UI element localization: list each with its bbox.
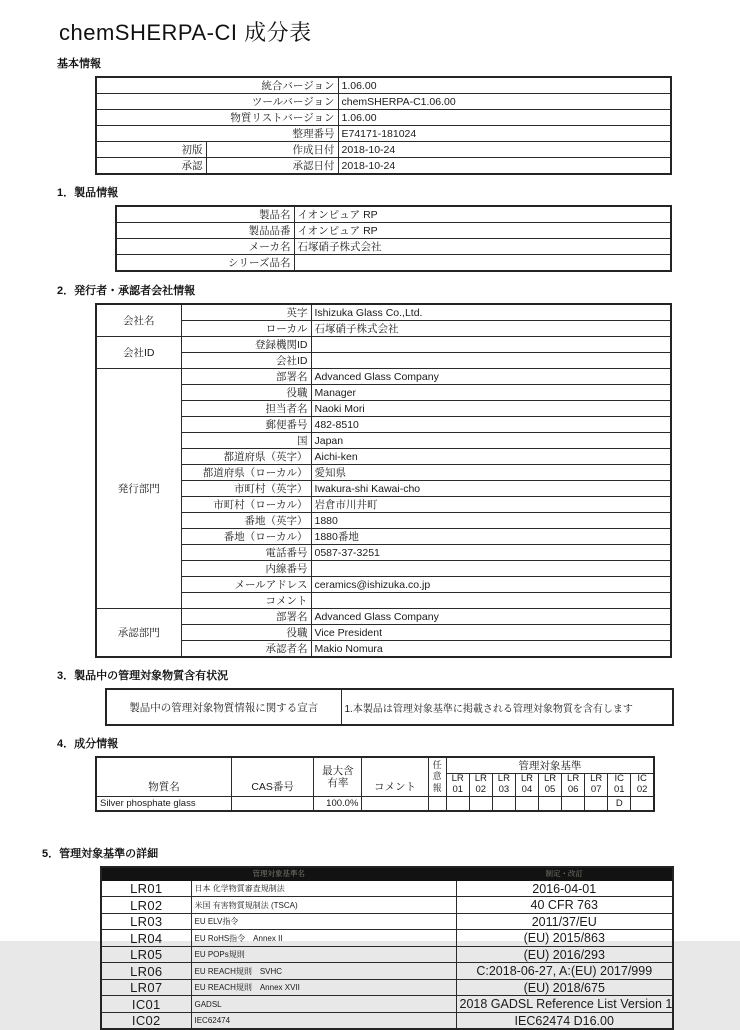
basic-info-row <box>96 110 671 126</box>
row-value: 2018-10-24 <box>338 158 671 175</box>
group-name: 承認部門 <box>96 609 181 658</box>
criteria-row <box>101 880 673 897</box>
row-label: 承認日付 <box>206 158 338 175</box>
composition-table <box>95 756 655 812</box>
group-name: 発行部門 <box>96 369 181 609</box>
row-value: イオンピュア RP <box>294 206 671 223</box>
criteria-code: IC01 <box>101 996 191 1013</box>
row-label: 市町村（ローカル） <box>181 497 311 513</box>
company-info-row <box>96 529 671 545</box>
row-value <box>311 561 671 577</box>
row-label: 会社ID <box>181 353 311 369</box>
row-label: 役職 <box>181 625 311 641</box>
criteria-flag-lr01 <box>446 796 469 811</box>
max-content-rate: 100.0% <box>314 796 362 811</box>
company-info-row <box>96 497 671 513</box>
row-label: 担当者名 <box>181 401 311 417</box>
basic-info-body <box>96 77 671 174</box>
declaration-value: 1.本製品は管理対象基準に掲載される管理対象物質を含有します <box>341 689 673 725</box>
row-value: E74171-181024 <box>338 126 671 142</box>
criteria-revision: IEC62474 D16.00 <box>456 1012 673 1029</box>
criteria-revision: (EU) 2018/675 <box>456 979 673 996</box>
basic-info-table <box>95 76 672 175</box>
company-info-row <box>96 577 671 593</box>
row-value: 愛知県 <box>311 465 671 481</box>
substance-name: Silver phosphate glass <box>96 796 231 811</box>
criteria-code-header: LR 05 <box>539 774 562 797</box>
company-info-table <box>95 303 672 658</box>
company-info-row <box>96 353 671 369</box>
criteria-revision: 2018 GADSL Reference List Version 1 <box>456 996 673 1013</box>
criteria-flag-lr06 <box>562 796 585 811</box>
substance-col-header: 物質名 <box>96 757 231 796</box>
criteria-code-header: LR 07 <box>585 774 608 797</box>
row-value: 1880 <box>311 513 671 529</box>
row-label: 市町村（英字） <box>181 481 311 497</box>
row-label: ツールバージョン <box>96 94 338 110</box>
row-value: chemSHERPA-C1.06.00 <box>338 94 671 110</box>
criteria-flag-ic01: D <box>608 796 631 811</box>
criteria-name: IEC62474 <box>191 1012 456 1029</box>
criteria-code-header: IC 01 <box>608 774 631 797</box>
criteria-name: 米国 有害物質規制法 (TSCA) <box>191 897 456 914</box>
group-name: 会社ID <box>96 337 181 369</box>
criteria-code-header: LR 02 <box>469 774 492 797</box>
criteria-code: LR03 <box>101 913 191 930</box>
company-info-row <box>96 625 671 641</box>
row-value: 岩倉市川井町 <box>311 497 671 513</box>
criteria-code: LR07 <box>101 979 191 996</box>
row-label: コメント <box>181 593 311 609</box>
criteria-details-heading: 5．管理対象基準の詳細 <box>42 847 159 860</box>
company-info-row <box>96 401 671 417</box>
cas-col-header: CAS番号 <box>231 757 313 796</box>
row-label: 部署名 <box>181 369 311 385</box>
company-info-row <box>96 369 671 385</box>
row-label: 製品名 <box>116 206 294 223</box>
company-info-row <box>96 593 671 609</box>
criteria-code-header: IC 02 <box>631 774 654 797</box>
criteria-row <box>101 930 673 947</box>
row-value: 482-8510 <box>311 417 671 433</box>
product-info-row <box>116 255 671 272</box>
row-label: メーカ名 <box>116 239 294 255</box>
row-value: Japan <box>311 433 671 449</box>
row-value: 0587-37-3251 <box>311 545 671 561</box>
row-value <box>311 353 671 369</box>
row-label: 登録機関ID <box>181 337 311 353</box>
row-value: Manager <box>311 385 671 401</box>
company-info-row <box>96 641 671 658</box>
criteria-code: LR05 <box>101 946 191 963</box>
basic-info-row <box>96 158 671 175</box>
product-info-row <box>116 239 671 255</box>
basic-info-row <box>96 126 671 142</box>
row-label: 英字 <box>181 304 311 321</box>
row-label: 郵便番号 <box>181 417 311 433</box>
criteria-name: EU REACH規則 Annex XVII <box>191 979 456 996</box>
row-value <box>311 337 671 353</box>
row-label: ローカル <box>181 321 311 337</box>
row-label: 作成日付 <box>206 142 338 158</box>
declaration-row <box>106 689 673 725</box>
criteria-code: LR01 <box>101 880 191 897</box>
criteria-flag-lr07 <box>585 796 608 811</box>
company-info-row <box>96 561 671 577</box>
criteria-details-table <box>100 866 674 1030</box>
row-value: Naoki Mori <box>311 401 671 417</box>
declaration-table <box>105 688 674 726</box>
company-info-row <box>96 449 671 465</box>
row-label: 国 <box>181 433 311 449</box>
row-group-label: 初版 <box>96 142 206 158</box>
row-value: Makio Nomura <box>311 641 671 658</box>
basic-info-row <box>96 77 671 94</box>
max-content-col-header: 最大含有率 <box>314 757 362 796</box>
row-label: 部署名 <box>181 609 311 625</box>
containment-status-heading: 3．製品中の管理対象物質含有状況 <box>57 670 229 682</box>
row-value: Ishizuka Glass Co.,Ltd. <box>311 304 671 321</box>
row-value: Advanced Glass Company <box>311 609 671 625</box>
row-label: シリーズ品名 <box>116 255 294 272</box>
criteria-details-body <box>101 880 673 1029</box>
section-gap <box>57 812 740 838</box>
criteria-flag-lr04 <box>515 796 538 811</box>
row-label: 都道府県（英字） <box>181 449 311 465</box>
criteria-revision: C:2018-06-27, A:(EU) 2017/999 <box>456 963 673 980</box>
row-value: Iwakura-shi Kawai-cho <box>311 481 671 497</box>
company-info-row <box>96 321 671 337</box>
company-info-row <box>96 433 671 449</box>
comment <box>362 796 428 811</box>
row-label: 物質リストバージョン <box>96 110 338 126</box>
company-info-row <box>96 465 671 481</box>
row-value: 石塚硝子株式会社 <box>311 321 671 337</box>
criteria-row <box>101 963 673 980</box>
row-value: Aichi-ken <box>311 449 671 465</box>
criteria-flag-ic02 <box>631 796 654 811</box>
basic-info-row <box>96 94 671 110</box>
declaration-label: 製品中の管理対象物質情報に関する宣言 <box>106 689 341 725</box>
company-info-row <box>96 417 671 433</box>
criteria-revision: (EU) 2016/293 <box>456 946 673 963</box>
criteria-name: EU POPs規則 <box>191 946 456 963</box>
criteria-revision-col-header: 制定・改訂 <box>456 867 673 881</box>
row-value: 石塚硝子株式会社 <box>294 239 671 255</box>
criteria-flag-lr03 <box>492 796 515 811</box>
criteria-code-header: LR 04 <box>515 774 538 797</box>
criteria-row <box>101 946 673 963</box>
row-value: Vice President <box>311 625 671 641</box>
row-value <box>294 255 671 272</box>
row-label: 整理番号 <box>96 126 338 142</box>
product-info-heading: 1．製品情報 <box>57 187 119 199</box>
company-info-row <box>96 304 671 321</box>
product-info-table <box>115 205 672 272</box>
row-value: 1880番地 <box>311 529 671 545</box>
row-value: 2018-10-24 <box>338 142 671 158</box>
criteria-code: LR06 <box>101 963 191 980</box>
composition-heading: 4．成分情報 <box>57 738 119 750</box>
row-label: 統合バージョン <box>96 77 338 94</box>
row-group-label: 承認 <box>96 158 206 175</box>
criteria-code-header: LR 06 <box>562 774 585 797</box>
criteria-name: 日本 化学物質審査規制法 <box>191 880 456 897</box>
basic-info-heading: 基本情報 <box>57 58 101 70</box>
row-value: ceramics@ishizuka.co.jp <box>311 577 671 593</box>
company-info-row <box>96 385 671 401</box>
criteria-row <box>101 913 673 930</box>
criteria-name: EU REACH規則 SVHC <box>191 963 456 980</box>
basic-info-row <box>96 142 671 158</box>
row-label: 承認者名 <box>181 641 311 658</box>
product-info-row <box>116 223 671 239</box>
criteria-revision: 2016-04-01 <box>456 880 673 897</box>
company-info-row <box>96 513 671 529</box>
criteria-code: LR04 <box>101 930 191 947</box>
row-value: Advanced Glass Company <box>311 369 671 385</box>
criteria-revision: (EU) 2015/863 <box>456 930 673 947</box>
composition-header-row <box>96 757 654 774</box>
company-info-heading: 2．発行者・承認者会社情報 <box>57 285 196 297</box>
criteria-flag-lr05 <box>539 796 562 811</box>
company-info-row <box>96 481 671 497</box>
group-name: 会社名 <box>96 304 181 337</box>
criteria-code: LR02 <box>101 897 191 914</box>
row-label: 役職 <box>181 385 311 401</box>
row-label: 製品品番 <box>116 223 294 239</box>
criteria-name: EU RoHS指令 Annex II <box>191 930 456 947</box>
row-label: メールアドレス <box>181 577 311 593</box>
voluntary-report-col-header: 任意報 <box>428 757 446 796</box>
product-info-row <box>116 206 671 223</box>
criteria-code: IC02 <box>101 1012 191 1029</box>
criteria-row <box>101 996 673 1013</box>
company-info-body <box>96 304 671 657</box>
criteria-code-header: LR 01 <box>446 774 469 797</box>
row-value: イオンピュア RP <box>294 223 671 239</box>
row-label: 番地（英字） <box>181 513 311 529</box>
company-info-row <box>96 545 671 561</box>
row-label: 電話番号 <box>181 545 311 561</box>
criteria-revision: 40 CFR 763 <box>456 897 673 914</box>
product-info-body <box>116 206 671 271</box>
row-value: 1.06.00 <box>338 110 671 126</box>
criteria-row <box>101 1012 673 1029</box>
criteria-row <box>101 979 673 996</box>
criteria-code-header: LR 03 <box>492 774 515 797</box>
criteria-name-col-header: 管理対象基準名 <box>101 867 456 881</box>
criteria-header-row <box>101 867 673 881</box>
row-label: 都道府県（ローカル） <box>181 465 311 481</box>
criteria-revision: 2011/37/EU <box>456 913 673 930</box>
comment-col-header: コメント <box>362 757 428 796</box>
voluntary-report <box>428 796 446 811</box>
composition-row <box>96 796 654 811</box>
company-info-row <box>96 609 671 625</box>
composition-body <box>96 796 654 811</box>
page-title: chemSHERPA-CI 成分表 <box>59 20 312 45</box>
row-label: 内線番号 <box>181 561 311 577</box>
company-info-row <box>96 337 671 353</box>
criteria-row <box>101 897 673 914</box>
criteria-name: EU ELV指令 <box>191 913 456 930</box>
row-value: 1.06.00 <box>338 77 671 94</box>
criteria-group-header: 管理対象基準 <box>446 757 654 774</box>
criteria-name: GADSL <box>191 996 456 1013</box>
criteria-flag-lr02 <box>469 796 492 811</box>
cas-number <box>231 796 313 811</box>
row-label: 番地（ローカル） <box>181 529 311 545</box>
row-value <box>311 593 671 609</box>
